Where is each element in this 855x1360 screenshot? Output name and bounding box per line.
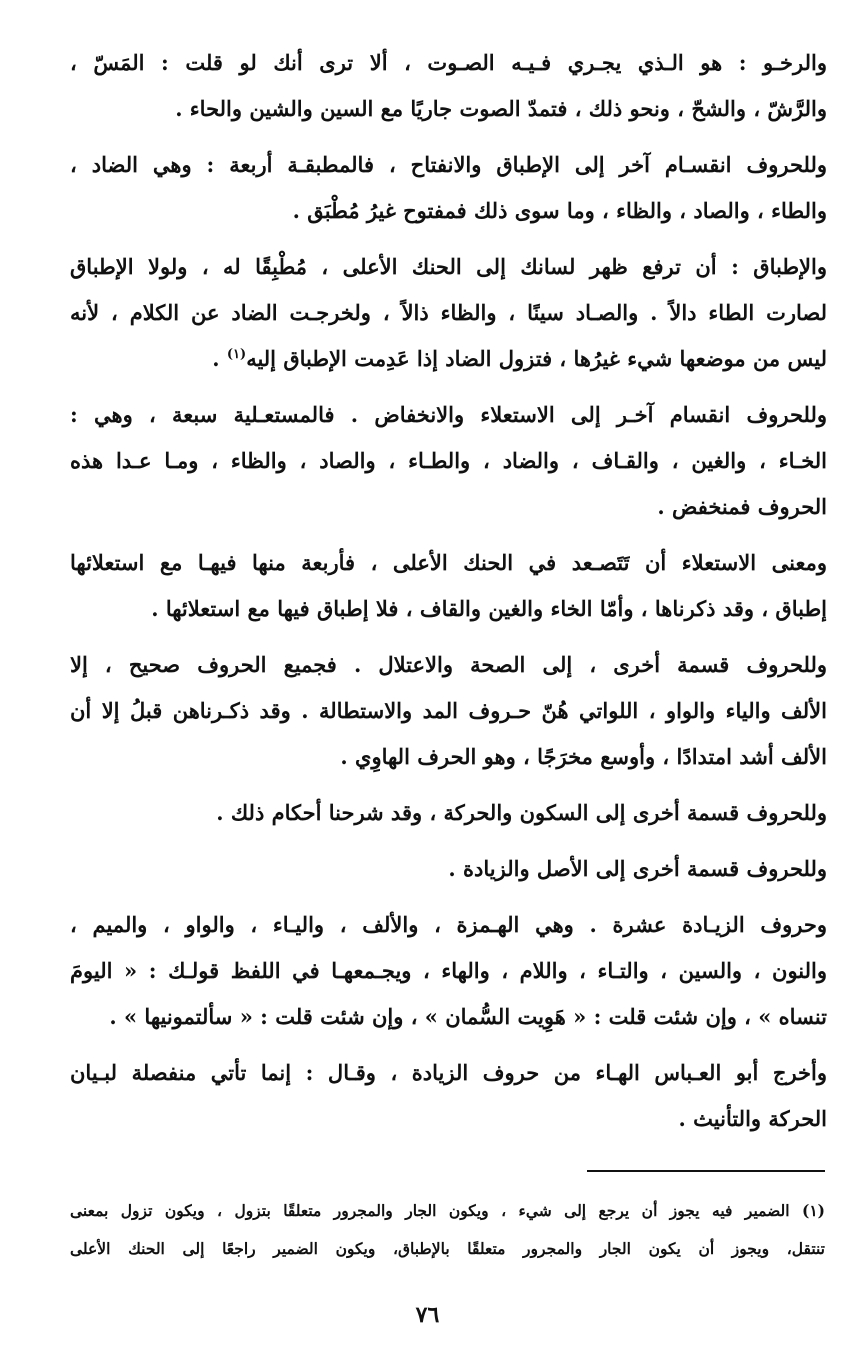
text-line-body: ليس من موضعها شيء غيرُها ، فتزول الضاد إذا عَدِمت الإطباق إليه (246, 346, 827, 371)
text-line: وحروف الزيـادة عشرة . وهي الهـمزة ، والألف ، واليـاء ، والواو ، والميم ، (70, 912, 827, 937)
text-line: وللحروف انقسام آخـر إلى الاستعلاء والانخفاض . فالمستعـلية سبعة ، وهي : (70, 402, 827, 427)
paragraph-itbaq-division (70, 142, 827, 234)
text-line: والرَّشّ ، والشحّ ، ونحو ذلك ، فتمدّ الصوت جاريًا مع السين والشين والحاء . (175, 96, 827, 121)
text-line: والرخـو : هو الـذي يجـري فـيـه الصـوت ، ألا ترى أنك لو قلت : المَسّ ، (70, 50, 827, 75)
paragraph-itbaq-definition (70, 244, 827, 382)
text-line: وللحروف قسمة أخرى إلى الأصل والزيادة . (448, 856, 827, 881)
paragraph-asl-ziyada (70, 846, 827, 892)
text-line: إطباق ، وقد ذكرناها ، وأمّا الخاء والغين والقاف ، فلا إطباق فيها مع استعلائها . (151, 596, 827, 621)
paragraph-sukun-haraka (70, 790, 827, 836)
paragraph-sihha-itilal (70, 642, 827, 780)
text-line: وللحروف قسمة أخرى إلى السكون والحركة ، وقد شرحنا أحكام ذلك . (216, 800, 827, 825)
paragraph-ziyada-letters (70, 902, 827, 1040)
text-line: الألف أشد امتدادًا ، وأوسع مخرَجًا ، وهو الحرف الهاوِي . (340, 744, 827, 769)
text-line: ومعنى الاستعلاء أن تَتَصـعد في الحنك الأعلى ، فأربعة منها فيهـا مع استعلائها (70, 550, 827, 575)
text-line (70, 336, 827, 382)
paragraph-rikhw (70, 40, 827, 132)
text-line-end: . (212, 346, 227, 371)
paragraph-istila (70, 392, 827, 530)
footnote-line: (١) الضمير فيه يجوز أن يرجع إلى شيء ، ويكون الجار والمجرور متعلقًا بتزول ، ويكون تزول بمعنى (70, 1201, 825, 1220)
text-line: الخـاء ، والغين ، والقـاف ، والضاد ، والطـاء ، والصاد ، والظاء ، ومـا عـدا هذه (70, 448, 827, 473)
main-text (70, 40, 827, 1152)
text-line: وللحروف قسمة أخرى ، إلى الصحة والاعتلال . فجميع الحروف صحيح ، إلا (70, 652, 827, 677)
text-line: الحروف فمنخفض . (657, 494, 827, 519)
text-line: والطاء ، والصاد ، والظاء ، وما سوى ذلك فمفتوح غيرُ مُطْبَق . (292, 198, 827, 223)
text-line: الألف والياء والواو ، اللواتي هُنّ حـروف المد والاستطالة . وقد ذكـرناهن قبلُ إلا أن (70, 698, 827, 723)
text-line: لصارت الطاء دالاً . والصـاد سينًا ، والظاء ذالاً ، ولخرجـت الضاد عن الكلام ، لأنه (70, 300, 827, 325)
paragraph-abu-al-abbas (70, 1050, 827, 1142)
text-line: والإطباق : أن ترفع ظهر لسانك إلى الحنك الأعلى ، مُطْبِقًا له ، ولولا الإطباق (70, 254, 827, 279)
text-line: وللحروف انقسـام آخر إلى الإطباق والانفتاح ، فالمطبقـة أربعة : وهي الضاد ، (70, 152, 827, 177)
text-line: والنون ، والسين ، والتـاء ، واللام ، والهاء ، ويجـمعهـا في اللفظ قولـك : « اليومَ (70, 958, 827, 983)
page-number: ٧٦ (415, 1302, 440, 1328)
text-line: الحركة والتأنيث . (678, 1106, 827, 1131)
footnote-divider (587, 1170, 825, 1172)
text-line: وأخرج أبو العـباس الهـاء من حروف الزيادة ، وقـال : إنما تأتي منفصلة لبـيان (70, 1060, 827, 1085)
paragraph-istila-meaning (70, 540, 827, 632)
footnote-line: تنتقل، ويجوز أن يكون الجار والمجرور متعلقًا بالإطباق، ويكون الضمير راجعًا إلى الحنك الأعلى (70, 1239, 825, 1258)
footnote-marker[interactable]: (١) (226, 347, 247, 362)
text-line: تنساه » ، وإن شئت قلت : « هَوِيت السُّمان » ، وإن شئت قلت : « سألتمونيها » . (109, 1004, 827, 1029)
footnote (70, 1192, 825, 1268)
